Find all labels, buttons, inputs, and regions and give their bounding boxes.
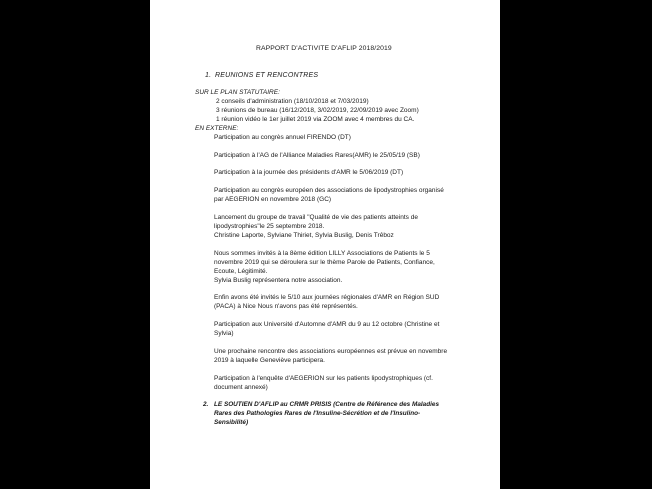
section-1-heading: REUNIONS ET RENCONTRES	[215, 72, 319, 79]
external-item-line: Participation au congrès européen des associations de lipodystrophies organisé	[214, 187, 444, 194]
section-2-heading-line: Rares des Pathologies Rares de l'Insuline-Sécrétion et de l'Insulino-	[214, 410, 421, 417]
external-item-line: Participation aux Université d'Automne d'AMR du 9 au 12 octobre (Christine et	[214, 321, 440, 328]
external-label: EN EXTERNE:	[195, 125, 239, 132]
document-page	[150, 0, 500, 489]
statutory-line: 2 conseils d'administration (18/10/2018 et 7/03/2019)	[216, 98, 369, 105]
external-item-line: Nous sommes invités à la 8ème édition LILLY Associations de Patients le 5	[214, 250, 430, 257]
external-item-line: (PACA) à Nice Nous n'avons pas été représentés.	[214, 303, 358, 310]
section-2-heading-line: Sensibilité)	[214, 419, 249, 426]
external-item-line: novembre 2019 qui se déroulera sur le thème Parole de Patients, Confiance,	[214, 259, 435, 266]
external-item-line: Sylvia)	[214, 330, 234, 337]
external-item-line: Enfin avons été invités le 5/10 aux journées régionales d'AMR en Région SUD	[214, 294, 440, 301]
external-item-line: document annexé)	[214, 384, 268, 391]
section-2-number: 2.	[203, 401, 209, 408]
statutory-line: 1 réunion vidéo le 1er juillet 2019 via ZOOM avec 4 membres du CA.	[216, 116, 415, 123]
external-item-line: Participation à l'enquête d'AEGERION sur les patients lipodystrophiques (cf.	[214, 375, 433, 382]
external-item-line: 2019 à laquelle Geneviève participera.	[214, 357, 325, 364]
section-2-heading-line: LE SOUTIEN D'AFLIP au CRMR PRISIS (Centre de Référence des Maladies	[214, 401, 440, 408]
external-item-line: Participation au congrès annuel FIRENDO (DT)	[214, 134, 351, 141]
section-1-number: 1.	[205, 72, 212, 79]
external-item-line: Une prochaine rencontre des associations européennes est prévue en novembre	[214, 348, 448, 355]
external-item-line: par AEGERION en novembre 2018 (GC)	[214, 196, 332, 203]
statutory-line: 3 réunions de bureau (16/12/2018, 3/02/2019, 22/09/2019 avec Zoom)	[216, 107, 419, 114]
document-title: RAPPORT D'ACTIVITE D'AFLIP 2018/2019	[256, 45, 392, 52]
external-item-line: lipodystrophies"le 25 septembre 2018.	[214, 223, 325, 230]
external-item-line: Participation à la journée des présidents d'AMR le 5/06/2019 (DT)	[214, 169, 404, 176]
external-item-line: Sylvia Buslig représentera notre association.	[214, 277, 343, 284]
external-item-line: Lancement du groupe de travail "Qualité de vie des patients atteints de	[214, 214, 418, 221]
statutory-label: SUR LE PLAN STATUTAIRE:	[195, 89, 280, 96]
external-item-line: Ecoute, Légitimité.	[214, 268, 268, 275]
external-item-line: Participation à l'AG de l'Alliance Maladies Rares(AMR) le 25/05/19 (SB)	[214, 152, 420, 159]
external-item-line: Christine Laporte, Sylviane Thiriet, Sylvia Buslig, Denis Trêboz	[214, 232, 394, 239]
